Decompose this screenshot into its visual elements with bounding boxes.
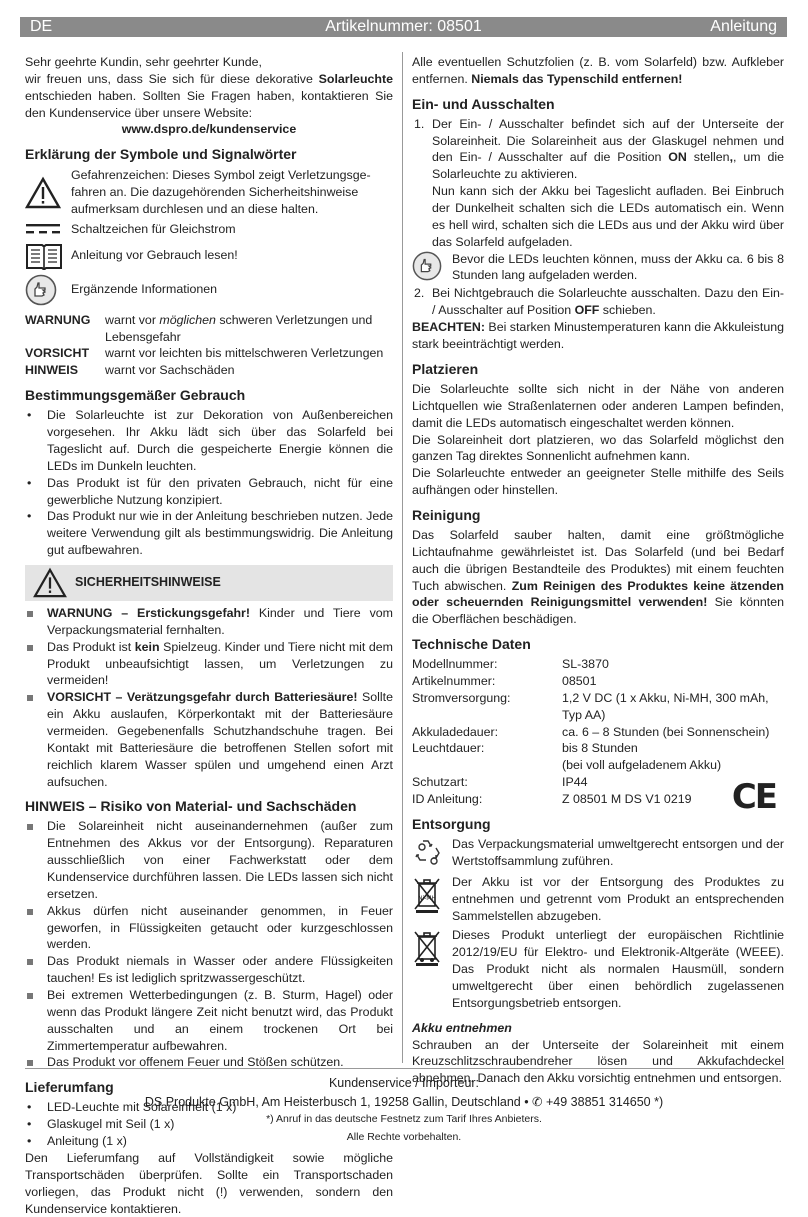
cleaning-heading: Reinigung <box>412 506 481 523</box>
list-item: Bei extremen Wetterbedingungen (z. B. Sturm, Hagel) oder wenn das Produkt längere Zeit nicht benutzt wird, das Produkt ausschalten und an einem trockenen Ort bei Zimmertemperatur aufbewahren. <box>25 987 393 1054</box>
symbol-row: Schaltzeichen für Gleichstrom <box>25 221 393 238</box>
usage-heading: Bestimmungsgemäßer Gebrauch <box>25 387 246 404</box>
symbols-heading: Erklärung der Symbole und Signalwörter <box>25 146 297 163</box>
safety-banner: SICHERHEITSHINWEISE <box>25 565 393 601</box>
disposal-heading: Entsorgung <box>412 815 491 832</box>
list-item: Das Produkt ist kein Spielzeug. Kinder und Tiere nicht mit dem Produkt unbeaufsichtigt lassen, um Verletzungen zu vermeiden! <box>25 639 393 690</box>
placement-p1: Die Solarleuchte sollte sich nicht in der Nähe von anderen Lichtquellen wie Straßenlaternen oder anderen Lampen befinden, damit die LEDs automatisch eingeschaltet werden können. <box>412 381 784 430</box>
footer-rights: Alle Rechte vorbehalten. <box>346 1131 462 1143</box>
info-hand-icon <box>25 274 57 306</box>
direct-current-icon <box>25 223 61 235</box>
website-link[interactable]: www.dspro.de/kundenservice <box>121 122 297 137</box>
language-code: DE <box>30 18 53 35</box>
delivery-note: Den Lieferumfang auf Vollständigkeit sowie mögliche Transportschäden überprüfen. Sollte ein Transportschaden vorliegen, das Produkt nicht (!) verwenden, sondern den Kundenservice kontaktieren. <box>25 1150 393 1216</box>
list-item: Die Solareinheit nicht auseinandernehmen (außer zum Entnehmen des Akkus vor der Entsorgung). Reparaturen ausschließlich von einer Fachwerkstatt oder dem Kundenservice durchführen lassen. Die LEDs lassen sich nicht ersetzen. <box>25 818 393 902</box>
list-item: Nun kann sich der Akku bei Tageslicht aufladen. Bei Einbruch der Dunkelheit schalten sich die LEDs automatisch ein. Wenn es hell wird, schalten sich die LEDs aus und der Akku wird über das Solarfeld aufgeladen. <box>432 184 784 249</box>
greeting: Sehr geehrte Kundin, sehr geehrter Kunde, <box>25 55 262 69</box>
intro-text: wir freuen uns, dass Sie sich für diese dekorative Solarleuchte entschieden haben. Sollten Sie Fragen haben, kontaktieren Sie den Kundenservice über unsere Website: <box>25 71 393 120</box>
column-separator <box>402 52 403 1063</box>
battery-text: Schrauben an der Unterseite der Solareinheit mit einem Kreuzschlitzschraubendreher lösen und Akkufachdeckel abnehmen. Danach den Akku vorsichtig entnehmen und entsorgen. <box>412 1037 784 1086</box>
safety-list <box>25 605 393 790</box>
disposal-item: Dieses Produkt unterliegt der europäischen Richtlinie 2012/19/EU für Elektro- und Elektronik-Altgeräte (WEEE). Das Produkt nicht als normalen Hausmüll, sondern umweltgerecht über einen behördlich zugelassenen Entsorgungsbetrieb entsorgen. <box>412 927 784 1011</box>
list-item: • Das Produkt ist für den privaten Gebrauch, nicht für eine gewerbliche Nutzung konzipiert. <box>25 475 393 509</box>
ce-mark: CE <box>731 777 776 818</box>
tech-heading: Technische Daten <box>412 636 531 653</box>
list-item: • Glaskugel mit Seil (1 x) <box>25 1116 393 1133</box>
list-item: WARNUNG – Erstickungsgefahr! Kinder und Tiere vom Verpackungsmaterial fernhalten. <box>25 605 393 639</box>
placement-heading: Platzieren <box>412 360 479 377</box>
svg-text:Ni-MH: Ni-MH <box>417 894 437 902</box>
crossed-bin-battery-icon <box>412 876 442 914</box>
right-column <box>412 54 784 1087</box>
list-item: • Das Produkt nur wie in der Anleitung beschrieben nutzen. Jede weitere Verwendung gilt als bestimmungswidrig. Die Anleitung gut aufbewahren. <box>25 508 393 559</box>
delivery-heading: Lieferumfang <box>25 1079 114 1096</box>
manual-book-icon <box>25 241 63 271</box>
switch-steps-2 <box>412 285 784 319</box>
tech-table: Modellnummer: SL-3870 Artikelnummer: 08501 Stromversorgung: 1,2 V DC (1 x Akku, Ni-MH, 300 mAh, Typ AA) Akkuladedauer: ca. 6 – 8 Stunden (bei Sonnenschein) Leuchtdauer: bis 8 Stunden (bei voll aufgeladenem Akku) Schutzart: IP44 ID Anleitung: Z 08501 M DS V1 0219 CE <box>412 656 784 808</box>
placement-p3: Die Solarleuchte entweder an geeigneter Stelle mithilfe des Seils aufhängen oder hinstellen. <box>412 466 784 498</box>
hinweis-heading: HINWEIS – Risiko von Material- und Sachschäden <box>25 798 357 815</box>
signal-words: WARNUNG warnt vor möglichen schweren Verletzungen und Lebensgefahr VORSICHT warnt vor leichten bis mittelschweren Verletzungen HINWEIS warnt vor Sachschäden <box>25 312 384 378</box>
footer-note: *) Anruf in das deutsche Festnetz zum Tarif Ihres Anbieters. <box>266 1113 542 1125</box>
hinweis-list <box>25 818 393 1071</box>
symbol-row: Ergänzende Informationen <box>25 274 393 306</box>
foils-text: Alle eventuellen Schutzfolien (z. B. vom Solarfeld) bzw. Aufkleber entfernen. Niemals das Typenschild entfernen! <box>412 55 784 86</box>
footer-divider <box>25 1068 785 1069</box>
article-number: Artikelnummer: 08501 <box>325 18 482 35</box>
switch-heading: Ein- und Ausschalten <box>412 95 555 112</box>
document-type: Anleitung <box>710 18 777 35</box>
cleaning-text: Das Solarfeld sauber halten, damit eine größtmögliche Lichtaufnahme gewährleistet ist. Das Solarfeld (und bei Bedarf auch die übrigen Bestandteile des Produktes) mit einem feuchten Tuch abwischen. Zum Reinigen des Produktes keine ätzenden oder scheuernden Reinigungsmittel verwenden! Sie könnten die Oberflächen beschädigen. <box>412 528 784 627</box>
disposal-item: Das Verpackungsmaterial umweltgerecht entsorgen und der Wertstoffsammlung zuführen. <box>412 836 784 871</box>
charge-note: Bevor die LEDs leuchten können, muss der Akku ca. 6 bis 8 Stunden lang aufgeladen werden. <box>412 251 784 286</box>
list-item: VORSICHT – Verätzungsgefahr durch Batteriesäure! Sollte ein Akku auslaufen, Körperkontakt mit der Batteriesäure vermeiden. Gegebenenfalls Schutzhandschuhe tragen. Bei Kontakt mit Batteriesäure die betroffenen Stellen sofort mit reichlich klarem Wasser spülen und umgehend einen Arzt aufsuchen. <box>25 689 393 790</box>
info-hand-icon <box>412 251 442 281</box>
usage-list <box>25 407 393 559</box>
list-item: Das Produkt vor offenem Feuer und Stößen schützen. <box>25 1054 393 1071</box>
list-item: • Anleitung (1 x) <box>25 1133 393 1150</box>
disposal-item: Ni-MH Der Akku ist vor der Entsorgung des Produktes zu entnehmen und getrennt vom Produkt an entsprechenden Sammelstellen abzugeben. <box>412 874 784 925</box>
attention-text: BEACHTEN: Bei starken Minustemperaturen kann die Akkuleistung stark beeinträchtigt werden. <box>412 320 784 352</box>
warning-triangle-icon <box>25 177 61 209</box>
list-item: 1. Der Ein- / Ausschalter befindet sich auf der Unterseite der Solareinheit. Die Solareinheit aus der Glaskugel nehmen und den Ein- / Ausschalter auf die Position ON stellen,, um die Solarleuchte zu aktivieren. <box>414 116 784 182</box>
footer-address: DS Produkte GmbH, Am Heisterbusch 1, 19258 Gallin, Deutschland • ✆ +49 38851 314650 *) <box>144 1095 664 1109</box>
battery-heading: Akku entnehmen <box>412 1020 512 1035</box>
warning-triangle-icon <box>33 568 67 598</box>
list-item: Das Produkt niemals in Wasser oder andere Flüssigkeiten tauchen! Es ist lediglich spritzwassergeschützt. <box>25 953 393 987</box>
placement-p2: Die Solareinheit dort platzieren, wo das Solarfeld möglichst den ganzen Tag direktes Sonnenlicht aufnehmen kann. <box>412 432 784 464</box>
list-item: • Die Solarleuchte ist zur Dekoration von Außenbereichen vorgesehen. Ihr Akku lädt sich über das Solarfeld bei Tageslicht auf. Durch die gespeicherte Energie können die LEDs im Dunkeln leuchten. <box>25 407 393 474</box>
list-item: 2. Bei Nichtgebrauch die Solarleuchte ausschalten. Dazu den Ein- / Ausschalter auf Position OFF schieben. <box>414 286 784 318</box>
list-item: Akkus dürfen nicht auseinander genommen, in Feuer geworfen, in Flüssigkeiten getaucht oder kurzgeschlossen werden. <box>25 903 393 954</box>
crossed-bin-weee-icon <box>412 929 442 967</box>
symbol-row: Gefahrenzeichen: Dieses Symbol zeigt Verletzungsgefahren an. Die dazugehörenden Sicherheitshinweise aufmerksam durchlesen und an diese halten. <box>25 167 393 218</box>
symbol-row: Anleitung vor Gebrauch lesen! <box>25 241 393 271</box>
recycling-icon <box>412 838 444 866</box>
footer-title: Kundenservice / Importeur: <box>328 1076 480 1090</box>
list-item: • LED-Leuchte mit Solareinheit (1 x) <box>25 1099 393 1116</box>
left-column <box>25 54 393 1217</box>
switch-steps <box>412 116 784 251</box>
header-bar <box>20 17 787 37</box>
